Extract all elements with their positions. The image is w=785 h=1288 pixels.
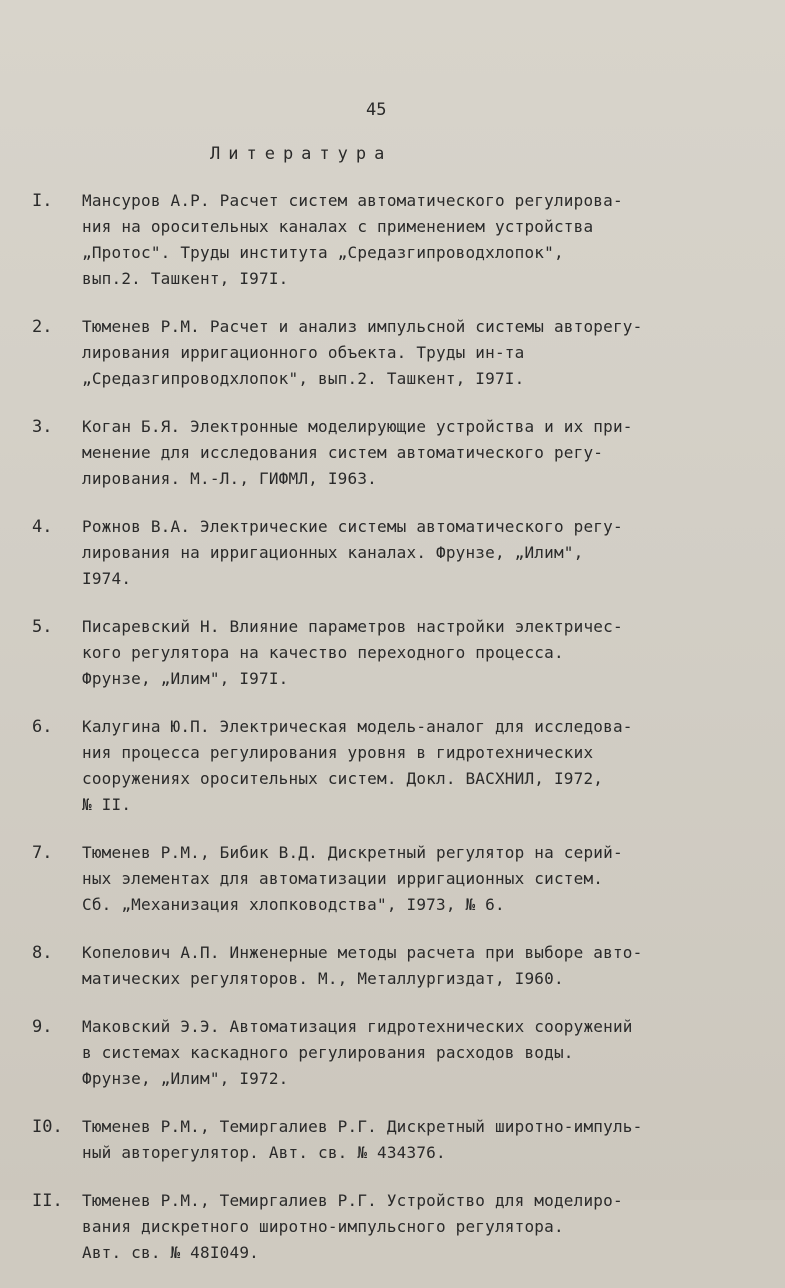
reference-line: Фрунзе, „Илим", I972. — [82, 1069, 289, 1088]
reference-number: 7. — [32, 843, 53, 863]
page-number: 45 — [366, 100, 387, 120]
reference-line: Тюменев Р.М., Темиргалиев Р.Г. Дискретный широтно-импуль- — [82, 1117, 643, 1136]
reference-item — [32, 514, 752, 592]
reference-number: I0. — [32, 1117, 63, 1137]
reference-line: Тюменев Р.М. Расчет и анализ импульсной системы авторегу- — [82, 317, 643, 336]
reference-number: II. — [32, 1191, 63, 1211]
reference-line: Калугина Ю.П. Электрическая модель-аналог для исследова- — [82, 717, 633, 736]
reference-line: Авт. св. № 48I049. — [82, 1243, 259, 1262]
reference-text — [82, 414, 752, 492]
reference-line: ный авторегулятор. Авт. св. № 434376. — [82, 1143, 446, 1162]
reference-item — [32, 1114, 752, 1166]
reference-number: 3. — [32, 417, 53, 437]
reference-text — [82, 1014, 752, 1092]
reference-number: 9. — [32, 1017, 53, 1037]
reference-line: вания дискретного широтно-импульсного регулятора. — [82, 1217, 564, 1236]
reference-line: в системах каскадного регулирования расходов воды. — [82, 1043, 574, 1062]
reference-line: Коган Б.Я. Электронные моделирующие устройства и их при- — [82, 417, 633, 436]
reference-line: I974. — [82, 569, 132, 588]
reference-number: 8. — [32, 943, 53, 963]
reference-line: Тюменев Р.М., Темиргалиев Р.Г. Устройство для моделиро- — [82, 1191, 623, 1210]
reference-line: лирования на ирригационных каналах. Фрунзе, „Илим", — [82, 543, 584, 562]
reference-item — [32, 840, 752, 918]
reference-line: ных элементах для автоматизации ирригационных систем. — [82, 869, 604, 888]
reference-text — [82, 188, 752, 292]
reference-number: 4. — [32, 517, 53, 537]
reference-text — [82, 514, 752, 592]
reference-item — [32, 940, 752, 992]
reference-text — [82, 314, 752, 392]
page-title: Литература — [210, 144, 393, 164]
reference-text — [82, 614, 752, 692]
reference-line: „Средазгипроводхлопок", вып.2. Ташкент, I97I. — [82, 369, 525, 388]
reference-number: I. — [32, 191, 53, 211]
reference-text — [82, 1114, 752, 1166]
reference-line: вып.2. Ташкент, I97I. — [82, 269, 289, 288]
reference-list — [32, 188, 752, 1288]
reference-item — [32, 414, 752, 492]
reference-item — [32, 614, 752, 692]
reference-text — [82, 714, 752, 818]
reference-line: менение для исследования систем автоматического регу- — [82, 443, 604, 462]
reference-number: 6. — [32, 717, 53, 737]
reference-line: Писаревский Н. Влияние параметров настройки электричес- — [82, 617, 623, 636]
reference-line: кого регулятора на качество переходного процесса. — [82, 643, 564, 662]
reference-line: сооружениях оросительных систем. Докл. ВАСХНИЛ, I972, — [82, 769, 604, 788]
reference-line: Сб. „Механизация хлопководства", I973, № 6. — [82, 895, 505, 914]
reference-number: 2. — [32, 317, 53, 337]
reference-item — [32, 714, 752, 818]
reference-line: „Протос". Труды института „Средазгипроводхлопок", — [82, 243, 564, 262]
reference-text — [82, 840, 752, 918]
reference-number: 5. — [32, 617, 53, 637]
reference-line: Мансуров А.Р. Расчет систем автоматического регулирова- — [82, 191, 623, 210]
reference-text — [82, 940, 752, 992]
reference-line: ния на оросительных каналах с применением устройства — [82, 217, 594, 236]
reference-line: ния процесса регулирования уровня в гидротехнических — [82, 743, 594, 762]
reference-line: Маковский Э.Э. Автоматизация гидротехнических сооружений — [82, 1017, 633, 1036]
reference-line: Рожнов В.А. Электрические системы автоматического регу- — [82, 517, 623, 536]
reference-line: Копелович А.П. Инженерные методы расчета при выборе авто- — [82, 943, 643, 962]
reference-line: лирования ирригационного объекта. Труды ин-та — [82, 343, 525, 362]
reference-item — [32, 1014, 752, 1092]
reference-line: Тюменев Р.М., Бибик В.Д. Дискретный регулятор на серий- — [82, 843, 623, 862]
reference-line: № II. — [82, 795, 132, 814]
reference-line: Фрунзе, „Илим", I97I. — [82, 669, 289, 688]
reference-line: лирования. М.-Л., ГИФМЛ, I963. — [82, 469, 377, 488]
reference-item — [32, 188, 752, 292]
reference-line: матических регуляторов. М., Металлургиздат, I960. — [82, 969, 564, 988]
reference-item — [32, 314, 752, 392]
